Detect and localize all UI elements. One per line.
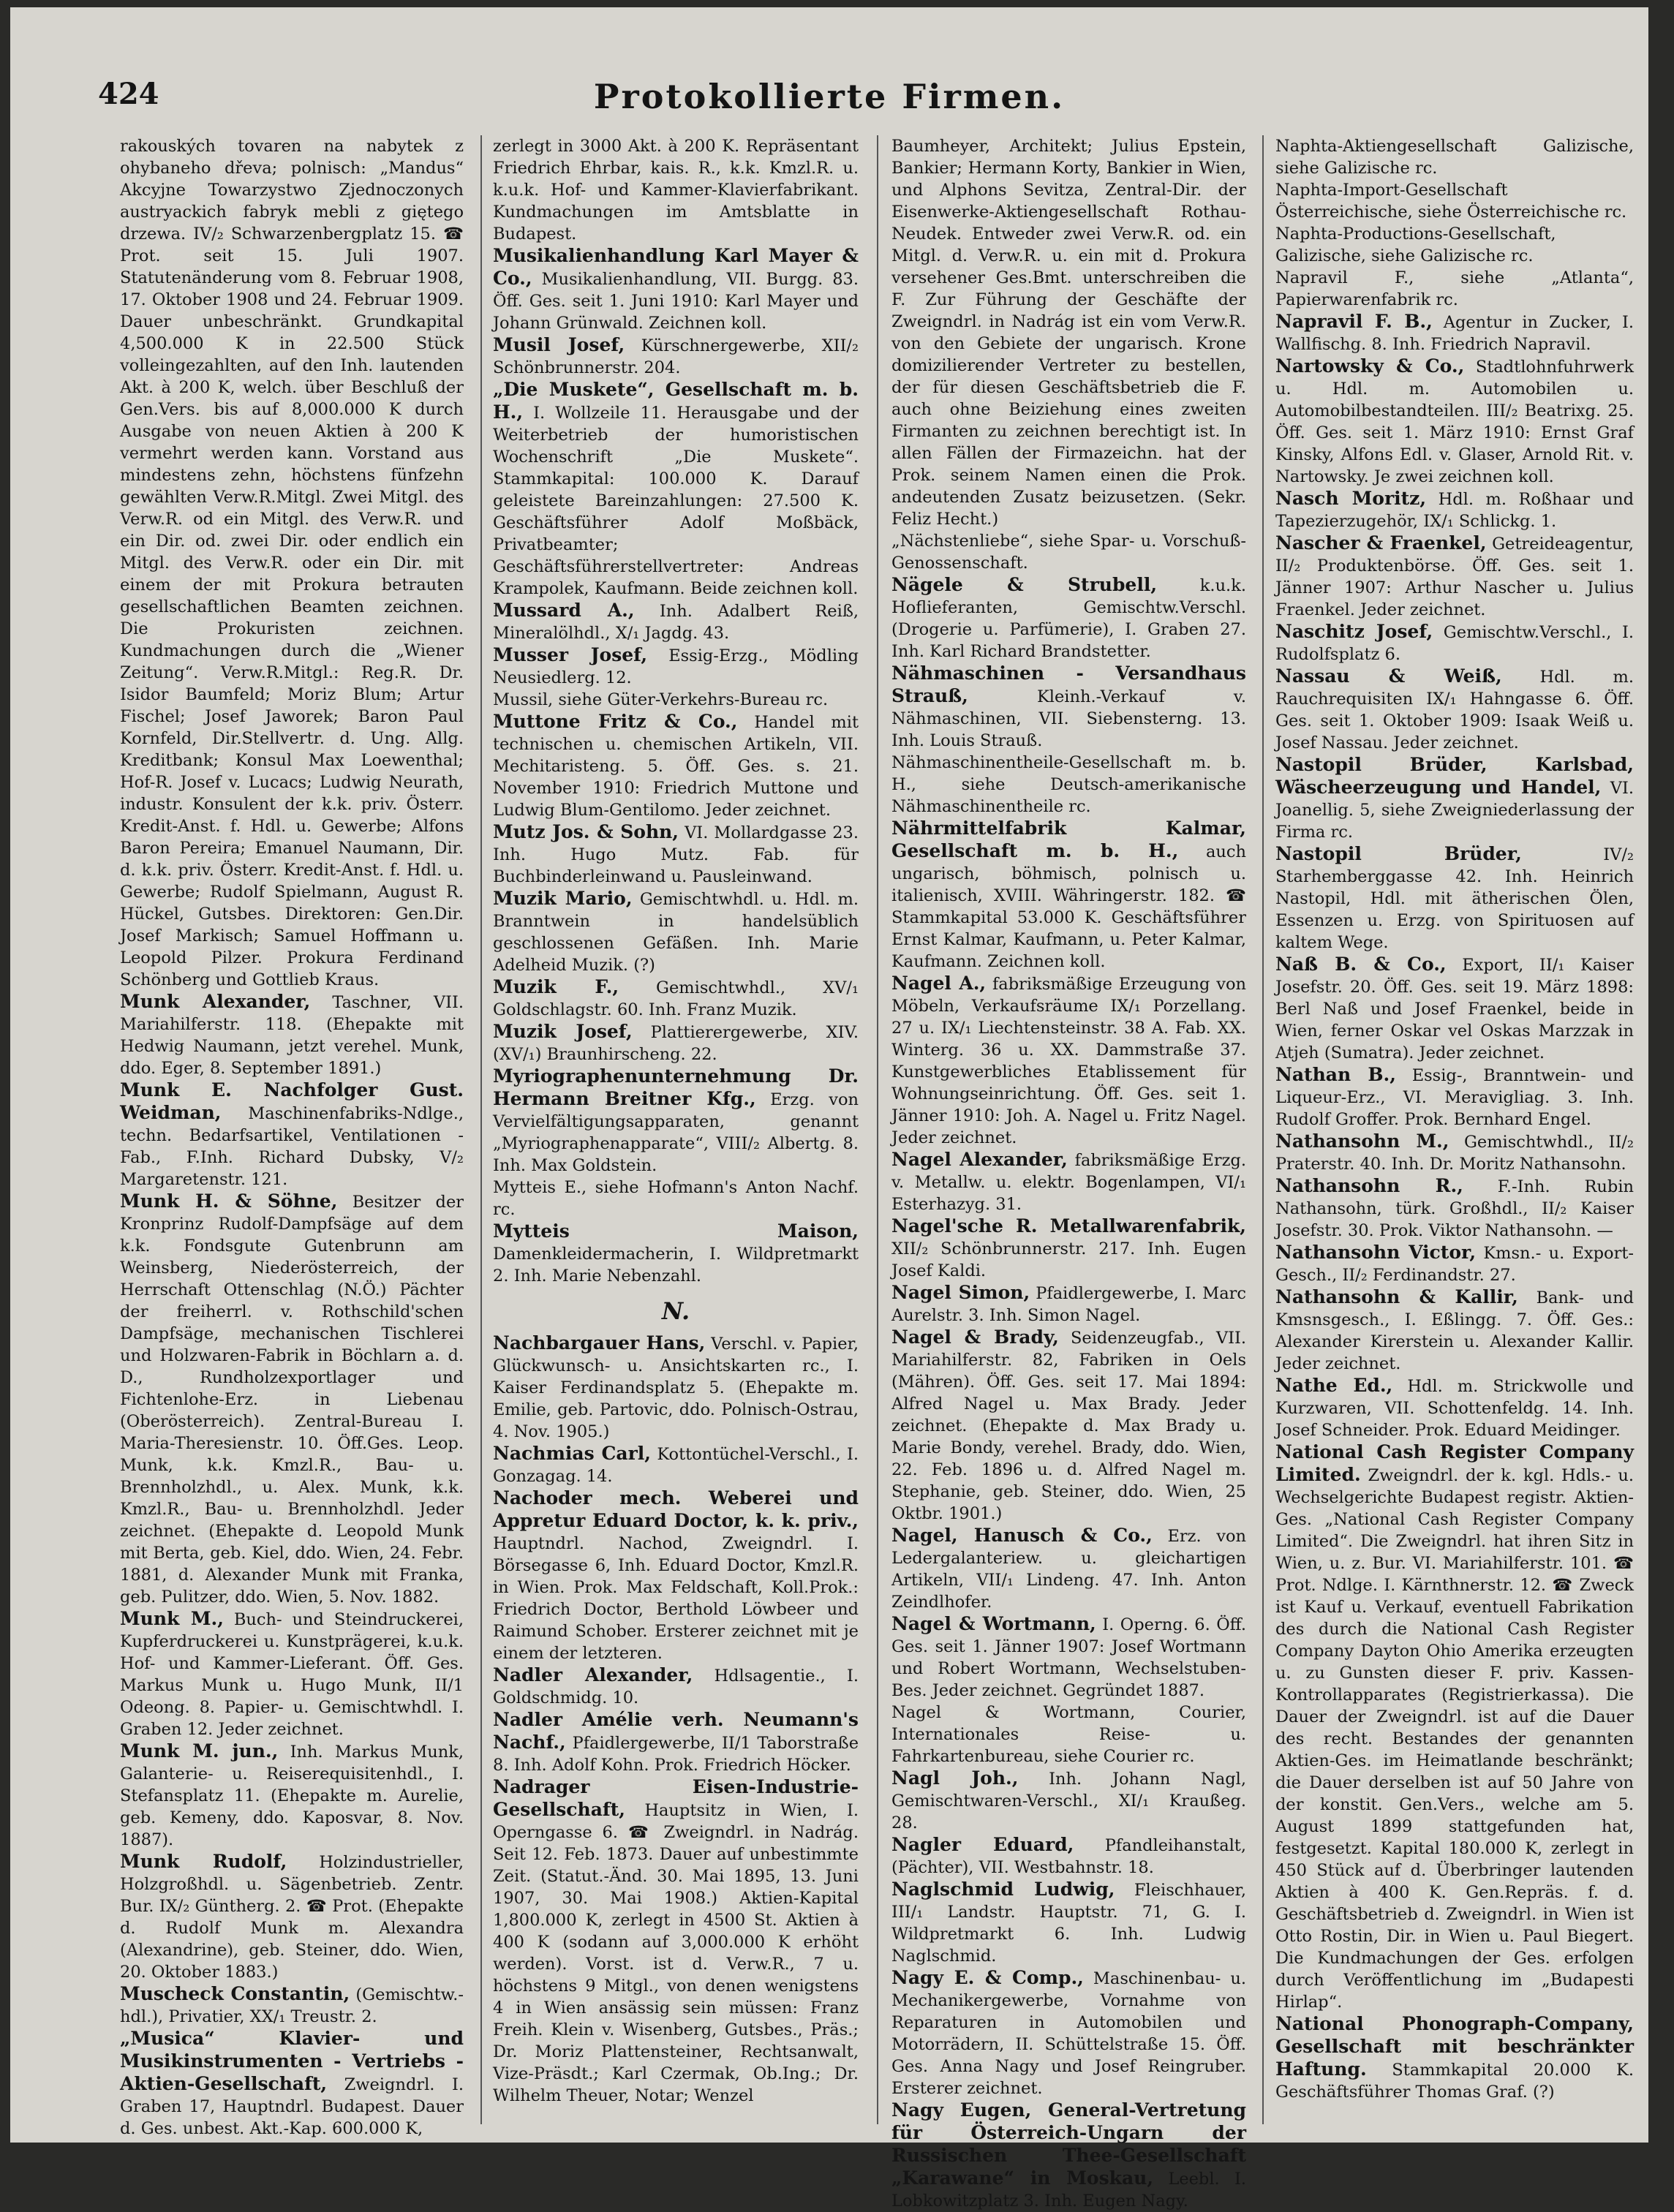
- firm-name: Nagel Alexander,: [891, 1149, 1068, 1170]
- firm-name: Nadrager Eisen-Industrie-Gesellschaft,: [493, 1776, 859, 1820]
- entry-text: Erz. von Ledergalanteriew. u. gleichartigen Artikeln, VII/₁ Lindeng. 47. Inh. Anton Zeindlhofer.: [891, 1527, 1247, 1612]
- entry-text: Stammkapital 20.000 K. Geschäftsführer Thomas Graf. (?): [1275, 2061, 1635, 2102]
- entry-text: Mussil, siehe Güter-Verkehrs-Bureau rc.: [493, 690, 829, 709]
- firm-name: Naß B. & Co.,: [1275, 954, 1447, 975]
- firm-name: Muzik Josef,: [493, 1021, 633, 1042]
- firm-entry: [493, 334, 859, 379]
- firm-name: Nastopil Brüder,: [1275, 843, 1522, 864]
- column-3: [891, 135, 1247, 2211]
- firm-entry: [891, 1282, 1246, 1326]
- firm-entry: [120, 1190, 464, 1608]
- firm-name: Nathansohn Victor,: [1275, 1242, 1477, 1263]
- firm-name: Musser Josef,: [493, 644, 648, 665]
- firm-name: Nagel, Hanusch & Co.,: [891, 1525, 1153, 1546]
- firm-entry: [1275, 665, 1634, 754]
- firm-name: Nähmaschinen - Versandhaus Strauß,: [891, 663, 1246, 706]
- firm-entry: [493, 888, 859, 976]
- entry-text: I. Wollzeile 11. Herausgabe und der Weiterbetrieb der humoristischen Wochenschrift „Die Muskete“. Stammkapital: 100.000 K. Darauf geleistete Bareinzahlungen: 27.500 K. Geschäftsführer Adolf Moßbäck, Privatbeamter; Geschäftsführerstellvertreter: Andreas Krampolek, Kaufmann. Beide zeichnen koll.: [493, 404, 859, 598]
- firm-entry: [891, 530, 1246, 574]
- firm-name: Nachmias Carl,: [493, 1443, 651, 1464]
- entry-text: IV/₂ Starhemberggasse 42. Inh. Heinrich Nastopil, Hdl. mit ätherischen Ölen, Essenzen u. Erzg. von Spirituosen auf kaltem Wege.: [1275, 845, 1635, 952]
- entry-text: Zweigndrl. I. Graben 17, Hauptndrl. Budapest. Dauer d. Ges. unbest. Akt.-Kap. 600.000 K,: [120, 2075, 464, 2138]
- firm-entry: [493, 1220, 859, 1287]
- entry-text: Erzg. von Vervielfältigungsapparaten, genannt „Myriographenapparate“, VIII/₂ Albertg. 8. Inh. Max Goldstein.: [493, 1090, 859, 1175]
- entry-text: Naphta-Aktiengesellschaft Galizische, siehe Galizische rc.: [1275, 137, 1634, 178]
- entry-text: Essig-Erzg., Mödling Neusiedlerg. 12.: [493, 646, 859, 687]
- entry-text: Napravil F., siehe „Atlanta“, Papierwarenfabrik rc.: [1275, 268, 1634, 309]
- firm-name: Nägele & Strubell,: [891, 574, 1158, 595]
- entry-text: Inh. Markus Munk, Galanterie- u. Reiserequisitenhdl., I. Stefansplatz 11. (Ehepakte m. Aurelie, geb. Kemeny, ddo. Kaposvar, 8. Nov. 1887).: [120, 1743, 464, 1849]
- firm-entry: [891, 1613, 1246, 1702]
- firm-name: Nassau & Weiß,: [1275, 665, 1502, 687]
- entry-text: VI. Mollardgasse 23. Inh. Hugo Mutz. Fab. für Buchbinderleinwand u. Pausleinwand.: [493, 823, 859, 886]
- firm-entry: [891, 1967, 1246, 2099]
- column-4: [1275, 135, 1634, 2124]
- firm-name: Nagel & Brady,: [891, 1326, 1059, 1348]
- firm-entry: [891, 2099, 1246, 2212]
- firm-name: Nathe Ed.,: [1275, 1375, 1393, 1396]
- entry-text: Maschinenfabriks-Ndlge., techn. Bedarfsartikel, Ventilationen - Fab., F.Inh. Richard Dubsky, V/₂ Margaretenstr. 121.: [120, 1104, 464, 1189]
- firm-name: Munk E. Nachfolger Gust. Weidman,: [120, 1079, 464, 1123]
- entry-text: k.u.k. Hoflieferanten, Gemischtw.Verschl. (Drogerie u. Parfümerie), I. Graben 27. Inh. Karl Richard Brandstetter.: [891, 576, 1246, 661]
- entry-text: Nähmaschinentheile-Gesellschaft m. b. H., siehe Deutsch-amerikanische Nähmaschinentheile rc.: [891, 753, 1246, 816]
- entry-text: Getreideagentur, II/₂ Produktenbörse. Öff. Ges. seit 1. Jänner 1907: Arthur Nascher u. Julius Fraenkel. Jeder zeichnet.: [1275, 535, 1634, 619]
- entry-text: Hauptndrl. Nachod, Zweigndrl. I. Börsegasse 6, Inh. Eduard Doctor, Kmzl.R. in Wien. Prok. Max Feldschaft, Koll.Prok.: Friedrich Doctor, Berthold Löwbeer und Raimund Schober. Ersterer zeichnet mit je einem der letzteren.: [493, 1534, 859, 1663]
- entry-text: Essig-, Branntwein- und Liqueur-Erz., VI. Meravigliag. 3. Inh. Rudolf Groffer. Prok. Bernhard Engel.: [1275, 1066, 1635, 1129]
- entry-text: VI. Joanellig. 5, siehe Zweigniederlassung der Firma rc.: [1275, 779, 1634, 842]
- firm-entry: [1275, 488, 1634, 532]
- firm-entry: [493, 135, 859, 245]
- firm-name: Nadler Alexander,: [493, 1664, 693, 1686]
- firm-name: Munk Rudolf,: [120, 1851, 287, 1872]
- firm-entry: [891, 1525, 1246, 1613]
- entry-text: Hauptsitz in Wien, I. Operngasse 6. ☎ Zweigndrl. in Nadrág. Seit 12. Feb. 1873. Dauer auf unbestimmte Zeit. (Statut.-Änd. 30. Mai 1895, 13. Juni 1907, 30. Mai 1908.) Aktien-Kapital 1,800.000 K, zerlegt in 4500 St. Aktien à 400 K (sodann auf 3,000.000 K erhöht werden). Vorst. ist d. Verw.R., 7 u. höchstens 9 Mitgl., von denen wenigstens 4 in Wien ansässig sein müssen: Franz Freih. Klein v. Wisenberg, Gutsbes., Präs.; Dr. Moriz Plattensteiner, Rechtsanwalt, Vize-Präsdt.; Karl Czermak, Ob.Ing.; Dr. Wilhelm Theuer, Notar; Wenzel: [493, 1801, 859, 2105]
- firm-entry: [891, 574, 1246, 663]
- firm-name: „Musica“ Klavier- und Musikinstrumenten - Vertriebs - Aktien-Gesellschaft,: [120, 2028, 464, 2094]
- firm-name: Nathansohn R.,: [1275, 1175, 1463, 1196]
- page-header: [10, 77, 1648, 143]
- column-2: [493, 135, 859, 2124]
- running-head: Protokollierte Firmen.: [593, 77, 1066, 116]
- entry-text: Damenkleidermacherin, I. Wildpretmarkt 2. Inh. Marie Nebenzahl.: [493, 1245, 859, 1286]
- entry-text: Plattierergewerbe, XIV. (XV/₁) Braunhirscheng. 22.: [493, 1023, 859, 1064]
- firm-entry: [891, 135, 1246, 530]
- entry-text: Kottontüchel-Verschl., I. Gonzagag. 14.: [493, 1445, 859, 1486]
- entry-text: zerlegt in 3000 Akt. à 200 K. Repräsentant Friedrich Ehrbar, kais. R., k.k. Kmzl.R. u. k.u.k. Hof- und Kammer-Klavierfabrikant. Kundmachungen im Amtsblatte in Budapest.: [493, 137, 859, 244]
- entry-text: Kmsn.- u. Export-Gesch., II/₂ Ferdinandstr. 27.: [1275, 1244, 1634, 1285]
- entry-text: Holzindustrieller, Holzgroßhdl. u. Sägenbetrieb. Zentr. Bur. IX/₂ Güntherg. 2. ☎ Prot. (Ehepakte d. Rudolf Munk m. Alexandra (Alexandrine), geb. Steiner, ddo. Wien, 20. Oktober 1883.): [120, 1853, 464, 1982]
- firm-entry: [493, 1065, 859, 1177]
- firm-name: Mytteis Maison,: [493, 1220, 859, 1242]
- entry-text: Nagel & Wortmann, Courier, Internationales Reise- u. Fahrkartenbureau, siehe Courier rc.: [891, 1703, 1246, 1766]
- entry-text: fabriksmäßige Erzeugung von Möbeln, Verkaufsräume IX/₁ Porzellang. 27 u. IX/₁ Liechtensteinstr. 38 A. Fab. XX. Winterg. 36 u. XX. Dammstraße 37. Kunstgewerbliches Etablissement für Wohnungseinrichtung. Öff. Ges. seit 1. Jänner 1910: Joh. A. Nagel u. Fritz Nagel. Jeder zeichnet.: [891, 975, 1246, 1147]
- firm-entry: [1275, 843, 1634, 954]
- firm-name: Muscheck Constantin,: [120, 1983, 350, 2004]
- entry-text: Bank- und Kmsnsgesch., I. Eßlingg. 7. Öff. Ges.: Alexander Kirerstein u. Alexander Kallir. Jeder zeichnet.: [1275, 1288, 1634, 1373]
- firm-entry: [493, 245, 859, 334]
- entry-text: Naphta-Import-Gesellschaft Österreichische, siehe Österreichische rc.: [1275, 181, 1627, 222]
- firm-entry: [1275, 135, 1634, 179]
- firm-name: Nagel & Wortmann,: [891, 1613, 1096, 1634]
- column-rule: [1262, 135, 1264, 2124]
- page-number: 424: [98, 77, 159, 111]
- entry-text: Musikalienhandlung, VII. Burgg. 83. Öff. Ges. seit 1. Juni 1910: Karl Mayer und Johann Grünwald. Zeichnen koll.: [493, 270, 859, 333]
- entry-text: Fleischhauer, III/₁ Landstr. Hauptstr. 71, G. I. Wildpretmarkt 6. Inh. Ludwig Naglschmid.: [891, 1881, 1246, 1966]
- entry-text: Inh. Johann Nagl, Gemischtwaren-Verschl., XI/₁ Kraußeg. 28.: [891, 1770, 1246, 1832]
- firm-entry: [493, 644, 859, 689]
- firm-name: Nährmittelfabrik Kalmar, Gesellschaft m. b. H.,: [891, 818, 1246, 861]
- firm-entry: [1275, 754, 1634, 843]
- firm-name: National Phonograph-Company, Gesellschaft mit beschränkter Haftung.: [1275, 2013, 1634, 2080]
- firm-entry: [1275, 621, 1634, 665]
- section-letter: [493, 1297, 859, 1325]
- entry-text: Stadtlohnfuhrwerk u. Hdl. m. Automobilen u. Automobilbestandteilen. III/₂ Beatrixg. 25. Öff. Ges. seit 1. März 1910: Ernst Graf Kinsky, Alfons Edl. v. Glaser, Arnold Rit. v. Nartowsky. Je zwei zeichnen koll.: [1275, 358, 1634, 486]
- entry-text: Hdl. m. Roßhaar und Tapezierzugehör, IX/₁ Schlickg. 1.: [1275, 490, 1634, 531]
- firm-name: Nastopil Brüder, Karlsbad, Wäscheerzeugung und Handel,: [1275, 754, 1634, 798]
- firm-name: Munk H. & Söhne,: [120, 1190, 338, 1212]
- firm-entry: [891, 1215, 1246, 1282]
- firm-entry: [891, 1834, 1246, 1879]
- firm-entry: [891, 818, 1246, 973]
- firm-entry: [891, 752, 1246, 818]
- entry-text: Gemischtwhdl., II/₂ Praterstr. 40. Inh. Dr. Moritz Nathansohn.: [1275, 1133, 1634, 1174]
- firm-entry: [493, 1487, 859, 1664]
- entry-text: F.-Inh. Rubin Nathansohn, türk. Großhdl., II/₂ Kaiser Josefstr. 30. Prok. Viktor Nathansohn. —: [1275, 1177, 1635, 1240]
- firm-name: National Cash Register Company Limited.: [1275, 1441, 1634, 1485]
- entry-text: Leebl. I. Lobkowitzplatz 3. Inh. Eugen Nagy.: [891, 2170, 1246, 2211]
- entry-text: Agentur in Zucker, I. Wallfischg. 8. Inh. Friedrich Napravil.: [1275, 313, 1635, 354]
- firm-entry: [120, 135, 464, 991]
- entry-text: Gemischtwhdl., XV/₁ Goldschlagstr. 60. Inh. Franz Muzik.: [493, 978, 859, 1019]
- firm-name: Nagel'sche R. Metallwarenfabrik,: [891, 1215, 1246, 1237]
- firm-entry: [493, 821, 859, 888]
- firm-name: Muttone Fritz & Co.,: [493, 711, 738, 732]
- entry-text: Seidenzeugfab., VII. Mariahilferstr. 82, Fabriken in Oels (Mähren). Öff. Ges. seit 17. Mai 1894: Alfred Nagel u. Max Brady. Jeder zeichnet. (Ehepakte d. Max Brady u. Marie Bondy, verehel. Brady, ddo. Wien, 22. Feb. 1896 u. d. Alfred Nagel m. Stephanie, geb. Steiner, ddo. Wien, 25 Oktbr. 1901.): [891, 1329, 1246, 1523]
- firm-name: Myriographenunternehmung Dr. Hermann Breitner Kfg.,: [493, 1065, 859, 1109]
- firm-name: Musil Josef,: [493, 334, 625, 355]
- section-letter-text: N.: [661, 1297, 690, 1325]
- firm-entry: [1275, 954, 1634, 1064]
- firm-name: Nasch Moritz,: [1275, 488, 1427, 509]
- entry-text: Inh. Adalbert Reiß, Mineralölhdl., X/₁ Jagdg. 43.: [493, 602, 859, 643]
- entry-text: Pfaidlergewerbe, II/1 Taborstraße 8. Inh. Adolf Kohn. Prok. Friedrich Höcker.: [493, 1734, 859, 1775]
- entry-text: Gemischtw.Verschl., I. Rudolfsplatz 6.: [1275, 623, 1634, 664]
- entry-text: Maschinenbau- u. Mechanikergewerbe, Vornahme von Reparaturen in Automobilen und Motorrädern, II. Schüttelstraße 15. Öff. Ges. Anna Nagy und Josef Reingruber. Ersterer zeichnet.: [891, 1969, 1246, 2098]
- firm-entry: [1275, 1286, 1634, 1375]
- firm-entry: [120, 991, 464, 1079]
- firm-entry: [1275, 179, 1634, 223]
- firm-entry: [891, 1326, 1246, 1525]
- firm-name: Naschitz Josef,: [1275, 621, 1433, 642]
- firm-entry: [493, 1177, 859, 1220]
- firm-entry: [891, 663, 1246, 752]
- entry-text: Besitzer der Kronprinz Rudolf-Dampfsäge auf dem k.k. Fondsgute Gutenbrunn am Weinsberg, Niederösterreich, der Herrschaft Ottenschlag (N.Ö.) Pächter der freiherrl. v. Rothschild'schen Dampfsäge, mechanischen Tischlerei und Holzwaren-Fabrik in Böchlarn a. d. D., Rundholzexportlager und Fichtenlohe-Erz. in Liebenau (Oberösterreich). Zentral-Bureau I. Maria-Theresienstr. 10. Öff.Ges. Leop. Munk, k.k. Kmzl.R., Bau- u. Brennholzhdl., u. Alex. Munk, k.k. Kmzl.R., Bau- u. Brennholzhdl. Jeder zeichnet. (Ehepakte d. Leopold Munk mit Berta, geb. Kiel, ddo. Wien, 24. Febr. 1881, d. Alexander Munk mit Franka, geb. Pulitzer, ddo. Wien, 5. Nov. 1882.: [120, 1193, 464, 1607]
- firm-entry: [1275, 1130, 1634, 1175]
- entry-text: Buch- und Steindruckerei, Kupferdruckerei u. Kunstprägerei, k.u.k. Hof- und Kammer-Lieferant. Öff. Ges. Markus Munk u. Hugo Munk, II/1 Odeong. 8. Papier- u. Gemischtwhdl. I. Graben 12. Jeder zeichnet.: [120, 1610, 464, 1739]
- firm-name: Munk M. jun.,: [120, 1740, 279, 1762]
- firm-entry: [493, 711, 859, 821]
- firm-name: Napravil F. B.,: [1275, 311, 1433, 332]
- firm-name: Nagy E. & Comp.,: [891, 1967, 1084, 1988]
- firm-entry: [1275, 532, 1634, 621]
- column-rule: [877, 135, 878, 2124]
- firm-name: Munk M.,: [120, 1608, 224, 1629]
- firm-entry: [1275, 1242, 1634, 1286]
- firm-entry: [493, 1709, 859, 1776]
- entry-text: fabriksmäßige Erzg. v. Metallw. u. elektr. Bogenlampen, VI/₁ Esterhazyg. 31.: [891, 1151, 1246, 1214]
- firm-entry: [493, 976, 859, 1021]
- entry-text: Zweigndrl. der k. kgl. Hdls.- u. Wechselgerichte Budapest registr. Aktien-Ges. „National Cash Register Company Limited“. Die Zweigndrl. hat ihren Sitz in Wien, u. z. Bur. VI. Mariahilferstr. 101. ☎ Prot. Ndlge. I. Kärnthnerstr. 12. ☎ Zweck ist Kauf u. Verkauf, eventuell Fabrikation des durch die National Cash Register Company Dayton Ohio Amerika erzeugten u. zu Gunsten dieser F. priv. Kassen-Kontrollapparates (Registrierkassa). Die Dauer der Zweigndrl. ist auf die Dauer des recht. Bestandes der genannten Aktien-Ges. im Heimatlande beschränkt; die Dauer derselben ist auf 50 Jahre von der konstit. Gen.Vers., welche am 5. August 1899 stattgefunden hat, festgesetzt. Kapital 180.000 K, zerlegt in 450 Stück auf d. Überbringer lautenden Aktien à 400 K. Gen.Repräs. f. d. Geschäftsbetrieb d. Zweigndrl. in Wien ist Otto Rostin, Dir. in Wien u. Paul Biegert. Die Kundmachungen der Ges. erfolgen durch Veröffentlichung im „Budapesti Hirlap“.: [1275, 1466, 1634, 2012]
- entry-text: Naphta-Productions-Gesellschaft, Galizische, siehe Galizische rc.: [1275, 224, 1556, 265]
- directory-page: [10, 7, 1648, 2211]
- entry-text: Pfandleihanstalt, (Pächter), VII. Westbahnstr. 18.: [891, 1836, 1247, 1877]
- firm-entry: [493, 689, 859, 711]
- firm-name: Nartowsky & Co.,: [1275, 355, 1465, 377]
- entry-text: Kürschnergewerbe, XII/₂ Schönbrunnerstr. 204.: [493, 336, 859, 377]
- firm-entry: [1275, 311, 1634, 355]
- firm-entry: [1275, 1441, 1634, 2013]
- firm-name: Nagel Simon,: [891, 1282, 1030, 1303]
- firm-entry: [493, 1664, 859, 1709]
- firm-name: Mussard A.,: [493, 600, 635, 621]
- firm-entry: [493, 379, 859, 600]
- firm-name: Naglschmid Ludwig,: [891, 1879, 1115, 1900]
- entry-text: Mytteis E., siehe Hofmann's Anton Nachf. rc.: [493, 1178, 859, 1219]
- firm-entry: [1275, 223, 1634, 267]
- firm-name: Muzik F.,: [493, 976, 619, 997]
- firm-entry: [493, 1776, 859, 2107]
- firm-entry: [891, 1767, 1246, 1834]
- firm-name: Nascher & Fraenkel,: [1275, 532, 1487, 554]
- entry-text: rakouských tovaren na nabytek z ohybaneho dřeva; polnisch: „Mandus“ Akcyjne Towarzystwo Zjednoczonych austryackich fabryk mebli z giętego drzewa. IV/₂ Schwarzenbergplatz 15. ☎ Prot. seit 15. Juli 1907. Statutenänderung vom 8. Februar 1908, 17. Oktober 1908 und 24. Februar 1909. Dauer unbeschränkt. Grundkapital 4,500.000 K in 22.500 Stück volleingezahlten, auf den Inh. lautenden Akt. à 200 K, welch. über Beschluß der Gen.Vers. bis auf 8,000.000 K durch Ausgabe von neuen Aktien à 200 K vermehrt werden kann. Vorstand aus mindestens zehn, höchstens fünfzehn gewählten Verw.R.Mitgl. Zwei Mitgl. des Verw.R. od ein Mitgl. des Verw.R. und ein Dir. od. zwei Dir. oder endlich ein Mitgl. des Verw.R. oder ein Dir. mit einem der mit Prokura betrauten gesellschaftlichen Beamten zeichnen. Die Prokuristen zeichnen. Kundmachungen durch die „Wiener Zeitung“. Verw.R.Mitgl.: Reg.R. Dr. Isidor Baumfeld; Moriz Blum; Artur Fischel; Josef Jaworek; Baron Paul Kornfeld, Dir.Stellvertr. d. Ung. Allg. Kreditbank; Konsul Max Loewenthal; Hof-R. Josef v. Lucacs; Ludwig Neurath, industr. Konsulent der k.k. priv. Österr. Kredit-Anst. f. Hdl. u. Gewerbe; Alfons Baron Pereira; Emanuel Naumann, Dir. d. k.k. priv. Österr. Kredit-Anst. f. Hdl. u. Gewerbe; Rudolf Spielmann, August R. Hückel, Gutsbes. Direktoren: Gen.Dir. Josef Markisch; Samuel Hoffmann u. Leopold Pilzer. Prokura Ferdinand Schönberg und Gottlieb Kraus.: [120, 137, 464, 989]
- firm-entry: [1275, 1064, 1634, 1130]
- firm-name: Mutz Jos. & Sohn,: [493, 821, 679, 842]
- firm-entry: [891, 1879, 1246, 1967]
- firm-entry: [1275, 355, 1634, 488]
- firm-entry: [891, 1702, 1246, 1767]
- firm-name: Nachbargauer Hans,: [493, 1332, 706, 1354]
- firm-entry: [891, 1149, 1246, 1215]
- entry-text: Pfaidlergewerbe, I. Marc Aurelstr. 3. Inh. Simon Nagel.: [891, 1284, 1246, 1325]
- firm-name: Nadler Amélie verh. Neumann's Nachf.,: [493, 1709, 859, 1753]
- entry-text: Hdl. m. Strickwolle und Kurzwaren, VII. Schottenfeldg. 14. Inh. Josef Schneider. Prok. Eduard Meidinger.: [1275, 1377, 1635, 1440]
- firm-entry: [120, 1983, 464, 2028]
- firm-name: Muzik Mario,: [493, 888, 633, 909]
- column-rule: [480, 135, 482, 2124]
- entry-text: auch ungarisch, böhmisch, polnisch u. italienisch, XVIII. Währingerstr. 182. ☎ Stammkapital 53.000 K. Geschäftsführer Ernst Kalmar, Kaufmann, u. Peter Kalmar, Kaufmann. Zeichnen koll.: [891, 842, 1247, 971]
- entry-text: Handel mit technischen u. chemischen Artikeln, VII. Mechitaristeng. 5. Öff. Ges. s. 21. November 1910: Friedrich Muttone und Ludwig Blum-Gentilomo. Jeder zeichnet.: [493, 713, 859, 820]
- firm-name: „Die Muskete“, Gesellschaft m. b. H.,: [493, 379, 859, 423]
- firm-entry: [120, 1079, 464, 1190]
- entry-text: Gemischtwhdl. u. Hdl. m. Branntwein in handelsüblich geschlossenen Gefäßen. Inh. Marie Adelheid Muzik. (?): [493, 890, 859, 975]
- firm-entry: [1275, 267, 1634, 311]
- entry-text: XII/₂ Schönbrunnerstr. 217. Inh. Eugen Josef Kaldi.: [891, 1239, 1246, 1280]
- firm-entry: [493, 1443, 859, 1487]
- column-1: [120, 135, 464, 2138]
- firm-name: Nachoder mech. Weberei und Appretur Eduard Doctor, k. k. priv.,: [493, 1487, 859, 1531]
- firm-entry: [1275, 1175, 1634, 1242]
- firm-entry: [891, 973, 1246, 1149]
- firm-entry: [120, 1740, 464, 1851]
- firm-name: Munk Alexander,: [120, 991, 311, 1012]
- entry-text: Hdl. m. Rauchrequisiten IX/₁ Hahngasse 6. Öff. Ges. seit 1. Oktober 1909: Isaak Weiß u. Josef Nassau. Jeder zeichnet.: [1275, 668, 1634, 752]
- entry-text: Hdlsagentie., I. Goldschmidg. 10.: [493, 1666, 859, 1707]
- firm-entry: [493, 1021, 859, 1065]
- firm-entry: [120, 1851, 464, 1983]
- entry-text: (Gemischtw.-hdl.), Privatier, XX/₁ Treustr. 2.: [120, 1985, 464, 2026]
- entry-text: Export, II/₁ Kaiser Josefstr. 20. Öff. Ges. seit 19. März 1898: Berl Naß und Josef Fraenkel, beide in Wien, ferner Oskar vel Oskas Marzzak in Atjeh (Sumatra). Jeder zeichnet.: [1275, 956, 1634, 1062]
- firm-name: Nagler Eduard,: [891, 1834, 1074, 1855]
- firm-name: Nathansohn M.,: [1275, 1130, 1449, 1152]
- firm-entry: [493, 600, 859, 644]
- firm-name: Nagel A.,: [891, 973, 987, 994]
- entry-text: Kleinh.-Verkauf v. Nähmaschinen, VII. Siebensterng. 13. Inh. Louis Strauß.: [891, 687, 1246, 750]
- firm-entry: [493, 1332, 859, 1443]
- firm-name: Nathansohn & Kallir,: [1275, 1286, 1518, 1307]
- entry-text: Taschner, VII. Mariahilferstr. 118. (Ehepakte mit Hedwig Naumann, jetzt verehel. Munk, ddo. Eger, 8. September 1891.): [120, 993, 464, 1078]
- entry-text: „Nächstenliebe“, siehe Spar- u. Vorschuß-Genossenschaft.: [891, 532, 1246, 573]
- firm-entry: [120, 2028, 464, 2140]
- firm-entry: [120, 1608, 464, 1740]
- firm-entry: [1275, 1375, 1634, 1441]
- entry-text: Baumheyer, Architekt; Julius Epstein, Bankier; Hermann Korty, Bankier in Wien, und Alphons Sevitza, Zentral-Dir. der Eisenwerke-Aktiengesellschaft Rothau-Neudek. Entweder zwei Verw.R. od. ein Mitgl. d. Verw.R. u. ein mit d. Prokura versehener Ges.Bmt. unterschreiben die F. Zur Führung der Geschäfte der Zweigndrl. in Nadrág ist ein vom Verw.R. von den Gebiete der ungarisch. Krone domizilierender Vertreter zu bestellen, der für diesen Geschäftsbetrieb die F. auch ohne Beiziehung eines zweiten Firmanten zu zeichnen berechtigt ist. In allen Fällen der Firmazeichn. hat der Prok. seinem Namen einen die Prok. andeutenden Zusatz beizusetzen. (Sekr. Feliz Hecht.): [891, 137, 1246, 529]
- firm-name: Musikalienhandlung Karl Mayer & Co.,: [493, 245, 859, 289]
- firm-name: Nagl Joh.,: [891, 1767, 1019, 1789]
- entry-text: I. Operng. 6. Öff. Ges. seit 1. Jänner 1907: Josef Wortmann und Robert Wortmann, Wechselstuben-Bes. Jeder zeichnet. Gegründet 1887.: [891, 1615, 1246, 1700]
- firm-entry: [1275, 2013, 1634, 2103]
- firm-name: Nathan B.,: [1275, 1064, 1396, 1085]
- firm-name: Nagy Eugen, General-Vertretung für Österreich-Ungarn der Russischen Thee-Gesellschaft „Karawane“ in Moskau,: [891, 2099, 1246, 2189]
- entry-text: Verschl. v. Papier, Glückwunsch- u. Ansichtskarten rc., I. Kaiser Ferdinandsplatz 5. (Ehepakte m. Emilie, geb. Partovic, ddo. Polnisch-Ostrau, 4. Nov. 1905.): [493, 1335, 859, 1441]
